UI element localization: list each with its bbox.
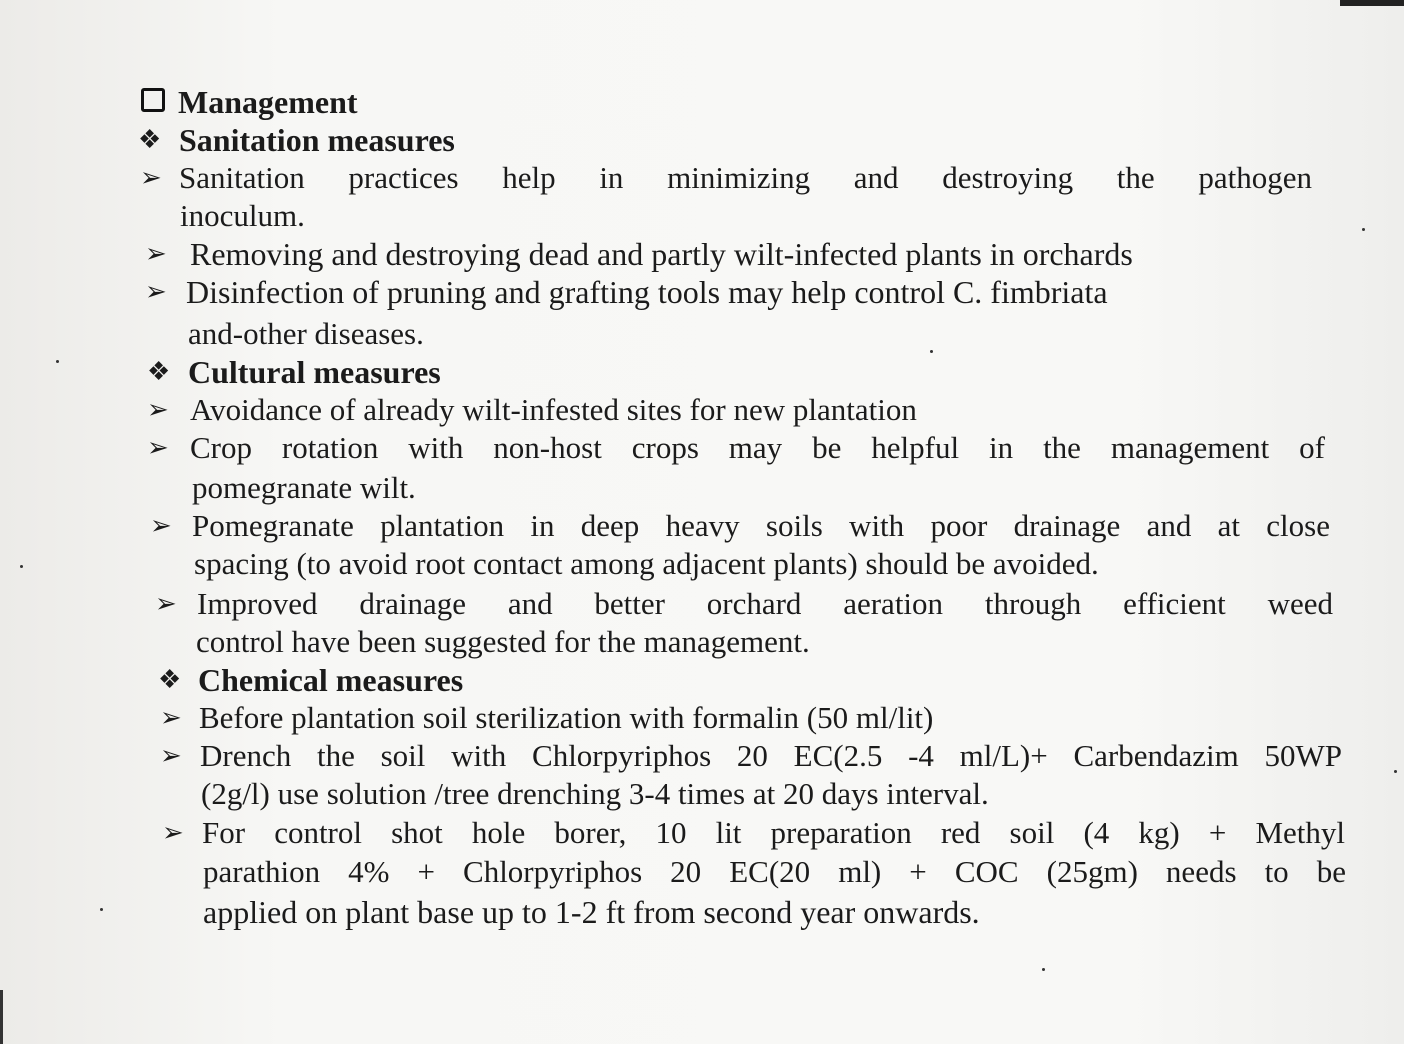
list-item-line: parathion 4% + Chlorpyriphos 20 EC(20 ml) + COC (25gm) needs to be <box>203 854 1346 889</box>
arrow-bullet-icon: ➢ <box>162 818 184 847</box>
page-edge <box>0 990 3 1044</box>
list-item-line: (2g/l) use solution /tree drenching 3-4 times at 20 days interval. <box>201 776 989 811</box>
speck <box>1362 228 1365 231</box>
speck <box>1394 770 1397 773</box>
arrow-bullet-icon: ➢ <box>160 741 182 770</box>
list-item-line: Crop rotation with non-host crops may be helpful in the management of <box>190 430 1325 465</box>
checkbox-icon <box>141 88 165 112</box>
list-item-line: control have been suggested for the management. <box>196 624 810 659</box>
list-item-line: Removing and destroying dead and partly wilt-infected plants in orchards <box>190 236 1133 272</box>
arrow-bullet-icon: ➢ <box>155 589 177 618</box>
list-item-line: Before plantation soil sterilization with formalin (50 ml/lit) <box>199 700 934 735</box>
arrow-bullet-icon: ➢ <box>145 239 167 268</box>
section-heading: Sanitation measures <box>179 122 455 158</box>
list-item-line: Avoidance of already wilt-infested sites for new plantation <box>190 392 917 427</box>
speck <box>1042 968 1045 971</box>
diamond-bullet-icon: ❖ <box>158 665 182 694</box>
list-item-line: spacing (to avoid root contact among adjacent plants) should be avoided. <box>194 546 1099 581</box>
section-heading: Chemical measures <box>198 662 464 698</box>
list-item-line: For control shot hole borer, 10 lit preparation red soil (4 kg) + Methyl <box>202 815 1345 850</box>
speck <box>100 908 103 911</box>
diamond-bullet-icon: ❖ <box>147 357 171 386</box>
diamond-bullet-icon: ❖ <box>138 125 162 154</box>
arrow-bullet-icon: ➢ <box>150 511 172 540</box>
arrow-bullet-icon: ➢ <box>145 277 167 306</box>
speck <box>930 350 933 353</box>
speck <box>20 565 23 568</box>
page-title: Management <box>178 84 358 120</box>
page-edge <box>1340 0 1404 6</box>
list-item-line: Drench the soil with Chlorpyriphos 20 EC(2.5 -4 ml/L)+ Carbendazim 50WP <box>200 738 1342 773</box>
list-item-line: applied on plant base up to 1-2 ft from second year onwards. <box>203 894 980 930</box>
arrow-bullet-icon: ➢ <box>160 703 182 732</box>
list-item-line: Improved drainage and better orchard aeration through efficient weed <box>197 586 1333 621</box>
section-heading: Cultural measures <box>188 354 441 390</box>
arrow-bullet-icon: ➢ <box>147 433 169 462</box>
speck <box>56 360 59 363</box>
list-item-line: pomegranate wilt. <box>192 470 416 505</box>
arrow-bullet-icon: ➢ <box>140 163 162 192</box>
list-item-line: Disinfection of pruning and grafting tools may help control C. fimbriata <box>186 274 1108 310</box>
list-item-line: Pomegranate plantation in deep heavy soils with poor drainage and at close <box>192 508 1330 543</box>
list-item-line: inoculum. <box>180 198 305 233</box>
list-item-line: Sanitation practices help in minimizing and destroying the pathogen <box>179 160 1312 195</box>
arrow-bullet-icon: ➢ <box>147 395 169 424</box>
list-item-line: and-other diseases. <box>188 316 424 351</box>
